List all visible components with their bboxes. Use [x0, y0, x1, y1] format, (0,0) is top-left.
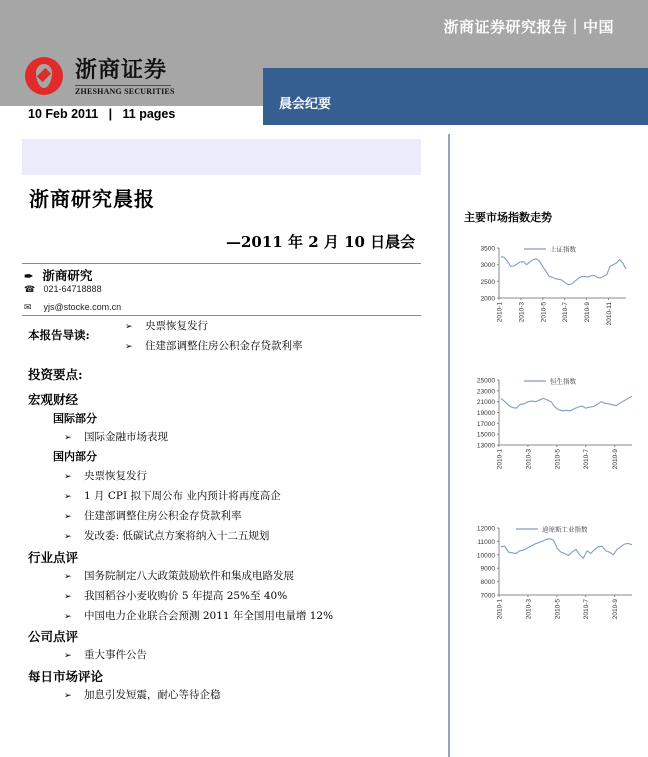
list-item: ➢ 央票恢复发行: [64, 470, 147, 482]
svg-text:2010-5: 2010-5: [540, 302, 548, 323]
page-title: 浙商研究晨报: [29, 187, 155, 211]
subsection-heading: 国内部分: [53, 450, 97, 463]
svg-text:25000: 25000: [476, 377, 495, 385]
column-divider: [448, 134, 450, 757]
arrow-bullet-icon: ➢: [64, 612, 72, 622]
envelope-icon: ✉: [24, 302, 32, 312]
logo-english-name: ZHESHANG SECURITIES: [75, 87, 175, 96]
phone: [24, 284, 102, 295]
svg-text:2010-1: 2010-1: [496, 599, 504, 620]
pen-icon: ✒: [24, 270, 34, 283]
svg-text:2010-5: 2010-5: [554, 449, 562, 470]
svg-text:15000: 15000: [476, 431, 495, 439]
section-heading: 公司点评: [28, 629, 79, 644]
sidebar-heading: 主要市场指数走势: [464, 211, 552, 224]
svg-text:17000: 17000: [476, 420, 495, 428]
arrow-bullet-icon: ➢: [64, 492, 72, 502]
section-heading: 每日市场评论: [28, 669, 104, 684]
svg-text:2010-1: 2010-1: [496, 449, 504, 470]
report-series-title: 浙商证券研究报告｜中国: [443, 18, 614, 36]
author: [24, 266, 92, 284]
svg-text:12000: 12000: [476, 525, 495, 533]
svg-text:2010-7: 2010-7: [583, 449, 591, 470]
svg-text:道琼斯工业指数: 道琼斯工业指数: [542, 525, 588, 534]
svg-text:9000: 9000: [480, 565, 495, 573]
svg-text:3000: 3000: [480, 262, 495, 270]
company-logo: [25, 55, 175, 100]
arrow-bullet-icon: ➢: [64, 472, 72, 482]
phone-icon: ☎: [24, 284, 36, 294]
shanghai-index-chart: [458, 240, 638, 340]
arrow-bullet-icon: ➢: [64, 691, 72, 701]
svg-text:2010-5: 2010-5: [554, 599, 562, 620]
list-item: ➢ 我国稻谷小麦收购价 5 年提高 25%至 40%: [64, 590, 288, 602]
subsection-heading: 国际部分: [53, 412, 97, 425]
arrow-bullet-icon: ➢: [125, 322, 133, 332]
svg-text:2010-9: 2010-9: [612, 599, 620, 620]
arrow-bullet-icon: ➢: [64, 532, 72, 542]
date-bar: [0, 106, 263, 126]
category-label: 晨会纪要: [279, 97, 332, 112]
key-points-heading: 投资要点:: [28, 367, 83, 382]
arrow-bullet-icon: ➢: [125, 342, 133, 352]
svg-text:2010-9: 2010-9: [612, 449, 620, 470]
arrow-bullet-icon: ➢: [64, 592, 72, 602]
svg-text:恒生指数: 恒生指数: [550, 377, 576, 386]
logo-emblem-icon: [25, 57, 63, 95]
section-heading: 宏观财经: [28, 392, 79, 407]
svg-text:10000: 10000: [476, 552, 495, 560]
logo-chinese-name: 浙商证券: [75, 57, 168, 83]
svg-text:2010-7: 2010-7: [583, 599, 591, 620]
list-item: ➢ 中国电力企业联合会预测 2011 年全国用电量增 12%: [64, 610, 334, 622]
svg-text:2010-7: 2010-7: [562, 302, 570, 323]
report-guide-label: 本报告导读:: [28, 328, 90, 342]
list-item: ➢ 加息引发短震，耐心等待企稳: [64, 689, 221, 701]
phone-number: 021-64718888: [43, 284, 102, 294]
svg-text:8000: 8000: [480, 579, 495, 587]
svg-text:2500: 2500: [480, 278, 495, 286]
guide-item: ➢ 央票恢复发行: [125, 320, 208, 332]
svg-text:3500: 3500: [480, 245, 495, 253]
svg-text:2010-3: 2010-3: [525, 599, 533, 620]
page-subtitle: —2011 年 2 月 10 日晨会: [226, 233, 416, 251]
divider: [22, 315, 421, 316]
svg-text:2010-11: 2010-11: [605, 302, 613, 326]
arrow-bullet-icon: ➢: [64, 651, 72, 661]
arrow-bullet-icon: ➢: [64, 572, 72, 582]
svg-text:2010-9: 2010-9: [584, 302, 592, 323]
svg-text:11000: 11000: [477, 538, 495, 546]
svg-text:2010-1: 2010-1: [496, 302, 504, 323]
svg-text:7000: 7000: [480, 592, 495, 600]
divider: [22, 263, 421, 264]
arrow-bullet-icon: ➢: [64, 433, 72, 443]
svg-text:2010-3: 2010-3: [525, 449, 533, 470]
arrow-bullet-icon: ➢: [64, 512, 72, 522]
email: [24, 302, 121, 313]
list-item: ➢ 国务院制定八大政策鼓励软件和集成电路发展: [64, 570, 294, 582]
highlight-box: [22, 139, 421, 175]
svg-text:2000: 2000: [480, 295, 495, 303]
hang-seng-index-chart: [458, 372, 638, 482]
svg-text:19000: 19000: [476, 410, 495, 417]
list-item: ➢ 1 月 CPI 拟下周公布 业内预计将再度高企: [64, 490, 281, 502]
list-item: ➢ 住建部调整住房公积金存贷款利率: [64, 510, 242, 522]
section-heading: 行业点评: [28, 550, 79, 565]
author-name: 浙商研究: [42, 268, 93, 283]
email-address[interactable]: yjs@stocke.com.cn: [43, 302, 122, 312]
dow-jones-index-chart: [458, 520, 638, 630]
svg-text:上证指数: 上证指数: [550, 245, 576, 254]
category-banner: [263, 68, 648, 125]
logo-divider: [75, 85, 171, 86]
list-item: ➢ 国际金融市场表现: [64, 431, 168, 443]
list-item: ➢ 重大事件公告: [64, 649, 147, 661]
svg-text:21000: 21000: [476, 399, 495, 407]
svg-text:13000: 13000: [476, 442, 495, 450]
svg-text:2010-3: 2010-3: [518, 302, 526, 323]
date-and-pages: 10 Feb 2011 | 11 pages: [28, 107, 176, 121]
guide-item: ➢ 住建部调整住房公积金存贷款利率: [125, 340, 303, 352]
list-item: ➢ 发改委: 低碳试点方案将纳入十二五规划: [64, 530, 270, 542]
svg-text:23000: 23000: [476, 388, 495, 396]
